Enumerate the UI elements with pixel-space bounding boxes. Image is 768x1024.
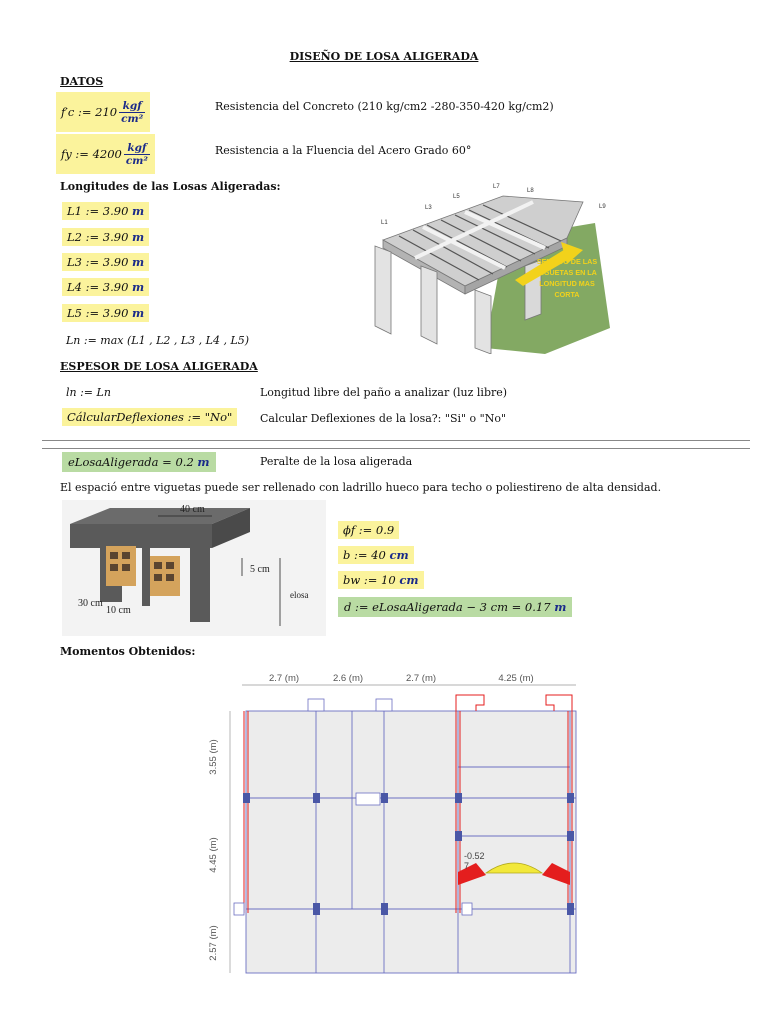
block-dim-40: 40 cm	[180, 504, 205, 515]
block-dim-elosa: elosa	[290, 590, 309, 600]
divider-1	[42, 440, 750, 441]
longitudes-heading: Longitudes de las Losas Aligeradas:	[60, 180, 281, 193]
moment-value-label: -0.52	[464, 851, 485, 861]
web-3	[190, 548, 210, 622]
ln-description: Longitud libre del paño a analizar (luz libre)	[260, 386, 508, 399]
slab-caption-3: LONGITUD MAS	[539, 279, 595, 288]
l5-equation: L5 := 3.90 m	[62, 304, 149, 322]
page-title: DISEÑO DE LOSA ALIGERADA	[289, 50, 479, 63]
calc-equation: CálcularDeflexiones := "No"	[62, 408, 237, 426]
espesor-heading: ESPESOR DE LOSA ALIGERADA	[60, 360, 258, 373]
fy-equation	[56, 134, 155, 174]
plan-slab	[246, 711, 576, 973]
moment-value-sub: 7	[464, 861, 470, 871]
l3-equation: L3 := 3.90 m	[62, 253, 149, 271]
d-equation: d := eLosaAligerada − 3 cm = 0.17 m	[338, 597, 572, 617]
datos-heading: DATOS	[60, 75, 104, 88]
web-2	[142, 548, 150, 606]
flange-front	[70, 524, 212, 548]
fy-unit: $\frac{\text{kgf}}{\text{cm²}}$	[125, 141, 148, 167]
ln-equation: ln := Ln	[66, 386, 111, 399]
plan-top-dim-4: 4.25 (m)	[498, 673, 534, 684]
plan-top-dim-3: 2.7 (m)	[405, 673, 437, 684]
espacio-text: El espació entre viguetas puede ser rellenado con ladrillo hueco para techo o poliestireno de alta densidad.	[60, 481, 662, 494]
slab-illustration	[355, 178, 613, 354]
structural-plan	[186, 665, 590, 985]
calc-description: Calcular Deflexiones de la losa?: "Si" o "No"	[260, 412, 507, 425]
e-losa-equation: eLosaAligerada = 0.2 m	[62, 452, 216, 472]
fc-lhs: f′c := 210	[61, 105, 118, 119]
l1-equation: L1 := 3.90 m	[62, 202, 149, 220]
slab-caption-2: VIGUETAS EN LA	[537, 268, 597, 277]
slab-caption-4: CORTA	[554, 290, 580, 299]
divider-2	[42, 448, 750, 449]
fc-description: Resistencia del Concreto (210 kg/cm2 -280-350-420 kg/cm2)	[215, 100, 554, 113]
slab-label-l5: L5	[453, 194, 460, 200]
ln-max-equation: Ln := max (L1 , L2 , L3 , L4 , L5)	[66, 334, 250, 347]
block-dim-10: 10 cm	[106, 605, 131, 616]
slab-label-l9: L9	[599, 204, 606, 210]
column-1	[375, 246, 391, 334]
slab-label-l8: L8	[527, 188, 534, 194]
fy-description: Resistencia a la Fluencia del Acero Grado 60°	[215, 144, 472, 157]
fc-unit: $\frac{\text{kgf}}{\text{cm²}}$	[121, 99, 144, 125]
l2-equation: L2 := 3.90 m	[62, 228, 149, 246]
plan-top-dim-2: 2.6 (m)	[332, 673, 364, 684]
block-illustration	[62, 500, 326, 636]
bw-equation: bw := 10 cm	[338, 571, 424, 589]
b-equation: b := 40 cm	[338, 546, 414, 564]
block-dim-30: 30 cm	[78, 598, 103, 609]
phi-equation: ϕf := 0.9	[338, 521, 399, 539]
plan-left-dim-1: 3.55 (m)	[208, 739, 219, 775]
column-2	[421, 266, 437, 344]
plan-left-dim-3: 2.57 (m)	[208, 925, 219, 961]
l4-equation: L4 := 3.90 m	[62, 278, 149, 296]
fc-equation	[56, 92, 150, 132]
block-dim-5: 5 cm	[250, 564, 270, 575]
slab-label-l1: L1	[381, 220, 388, 226]
column-3	[475, 290, 491, 354]
fy-lhs: fy := 4200	[61, 147, 122, 161]
plan-top-dim-1: 2.7 (m)	[268, 673, 300, 684]
slab-label-l7: L7	[493, 184, 500, 190]
plan-left-dim-2: 4.45 (m)	[208, 837, 219, 873]
e-losa-description: Peralte de la losa aligerada	[260, 455, 413, 468]
momentos-heading: Momentos Obtenidos:	[60, 645, 196, 658]
slab-label-l3: L3	[425, 205, 432, 211]
slab-caption-1: SENTIDO DE LAS	[536, 257, 598, 266]
